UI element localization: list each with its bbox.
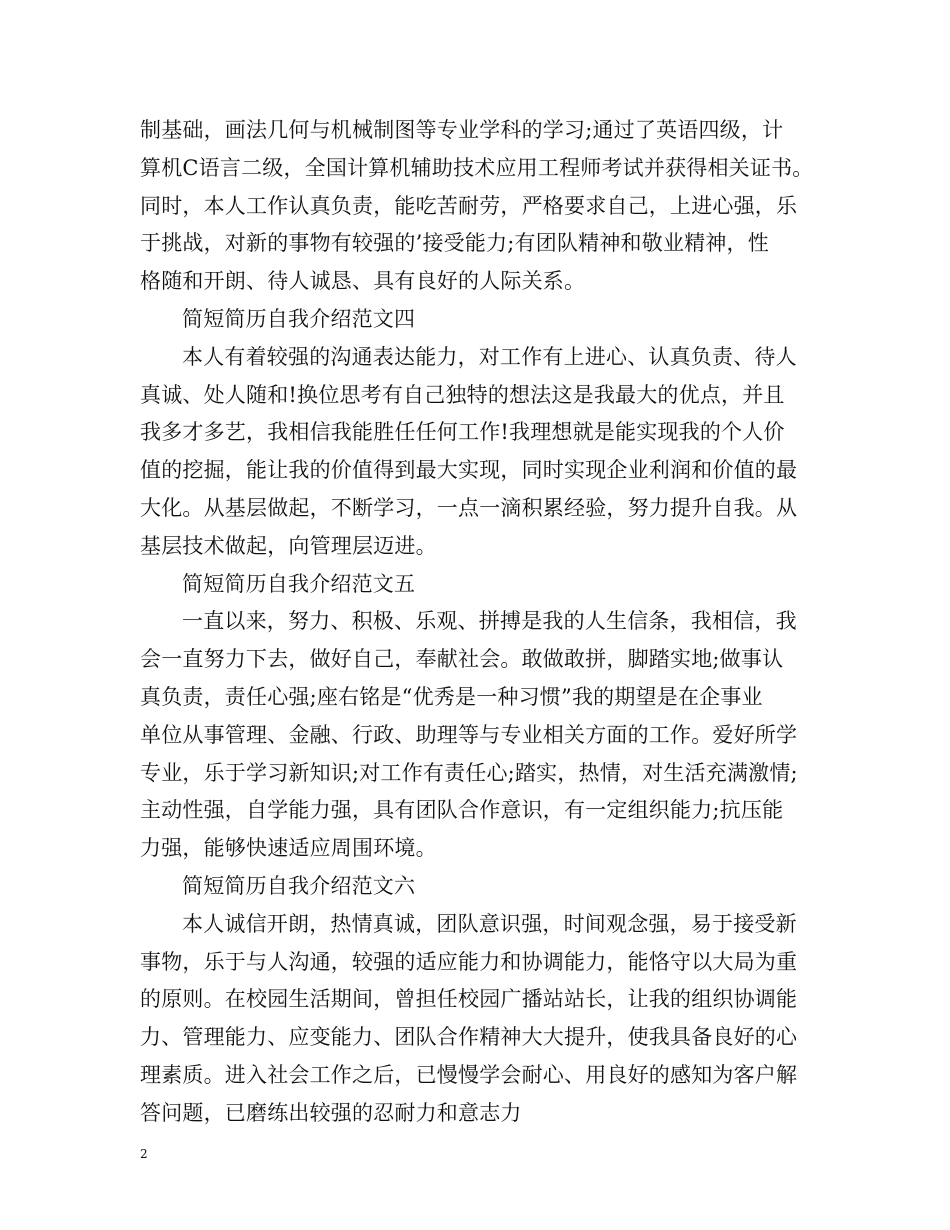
- page-number: 2: [140, 1147, 148, 1161]
- text-line: 算机C语言二级，全国计算机辅助技术应用工程师考试并获得相关证书。: [140, 155, 814, 180]
- text-line: 我多才多艺，我相信我能胜任任何工作!我理想就是能实现我的个人价: [140, 420, 785, 445]
- text-line: 于挑战，对新的事物有较强的’接受能力;有团队精神和敬业精神，性: [140, 231, 769, 256]
- section-heading: 简短简历自我介绍范文六: [182, 873, 416, 898]
- document-body: [140, 112, 820, 1133]
- text-line: 理素质。进入社会工作之后，已慢慢学会耐心、用良好的感知为客户解: [140, 1062, 798, 1087]
- text-line: 主动性强，自学能力强，具有团队合作意识，有一定组织能力;抗压能: [140, 798, 784, 823]
- text-line: 同时，本人工作认真负责，能吃苦耐劳，严格要求自己，上进心强，乐: [140, 193, 798, 218]
- section-heading: 简短简历自我介绍范文四: [182, 306, 416, 331]
- text-line: 专业，乐于学习新知识;对工作有责任心;踏实，热情，对生活充满激情;: [140, 760, 798, 785]
- text-line: 力强，能够快速适应周围环境。: [140, 836, 437, 861]
- text-line: 本人诚信开朗，热情真诚，团队意识强，时间观念强，易于接受新: [182, 911, 797, 936]
- text-line: 一直以来，努力、积极、乐观、拼搏是我的人生信条，我相信，我: [182, 609, 797, 634]
- text-line: 大化。从基层做起，不断学习，一点一滴积累经验，努力提升自我。从: [140, 495, 798, 520]
- text-line: 会一直努力下去，做好自己，奉献社会。敢做敢拼，脚踏实地;做事认: [140, 647, 784, 672]
- text-line: 答问题，已磨练出较强的忍耐力和意志力: [140, 1100, 522, 1125]
- text-line: 格随和开朗、待人诚恳、具有良好的人际关系。: [140, 269, 586, 294]
- section-heading: 简短简历自我介绍范文五: [182, 571, 416, 596]
- text-line: 制基础，画法几何与机械制图等专业学科的学习;通过了英语四级，计: [140, 118, 784, 142]
- text-line: 事物，乐于与人沟通，较强的适应能力和协调能力，能恪守以大局为重: [140, 949, 798, 974]
- text-line: 基层技术做起，向管理层迈进。: [140, 533, 437, 558]
- text-line: 本人有着较强的沟通表达能力，对工作有上进心、认真负责、待人: [182, 344, 797, 369]
- text-line: 单位从事管理、金融、行政、助理等与专业相关方面的工作。爱好所学: [140, 722, 798, 747]
- text-line: 值的挖掘，能让我的价值得到最大实现，同时实现企业利润和价值的最: [140, 458, 798, 483]
- text-line: 力、管理能力、应变能力、团队合作精神大大提升，使我具备良好的心: [140, 1025, 798, 1050]
- text-line: 真诚、处人随和!换位思考有自己独特的想法这是我最大的优点，并且: [140, 382, 785, 407]
- text-line: 的原则。在校园生活期间，曾担任校园广播站站长，让我的组织协调能: [140, 987, 798, 1012]
- text-line: 真负责，责任心强;座右铭是“优秀是一种习惯”我的期望是在企事业: [140, 684, 763, 709]
